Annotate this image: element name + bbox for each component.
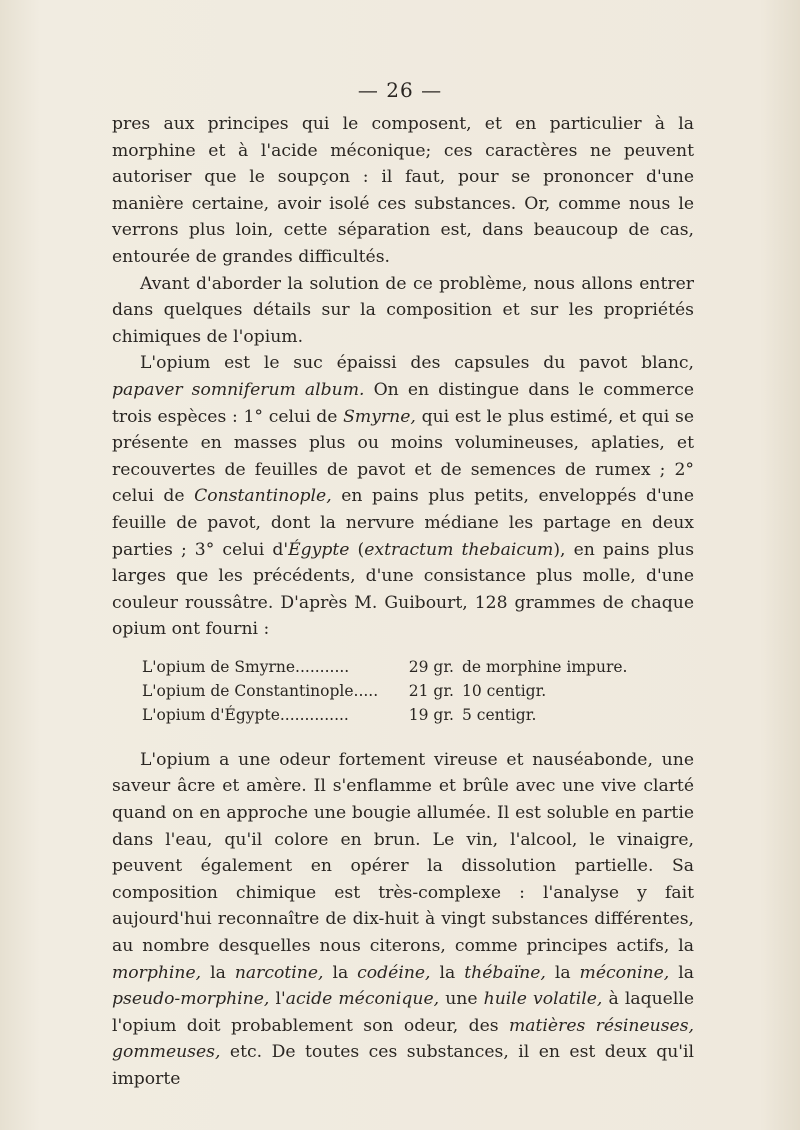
table-row <box>142 703 694 727</box>
italic-span: Constantinople, <box>194 486 332 507</box>
text-span: etc. De toutes ces substances, il en est deux qu'il importe <box>112 1042 694 1089</box>
italic-span: matières résineuses, gommeuses, <box>112 1015 694 1063</box>
table-label: L'opium de Constantinople..... <box>142 681 379 700</box>
text-span: qui est le plus estimé, et qui se présente en masses plus ou moins volumineuses, aplaties, et recouvertes de feuilles de pavot et de semences de rumex ; 2° celui de <box>112 406 694 507</box>
text-span: la <box>430 962 465 983</box>
italic-span: papaver somniferum album. <box>112 379 365 400</box>
table-label: L'opium d'Égypte.............. <box>142 705 349 724</box>
paragraph-4 <box>112 747 694 1093</box>
text-span: la <box>201 962 235 983</box>
italic-span: codéine, <box>357 962 431 983</box>
table-label: L'opium de Smyrne........... <box>142 657 350 676</box>
table-grams: 21 gr. <box>408 681 454 700</box>
text-span: la <box>323 962 358 983</box>
text-span: la <box>545 962 580 983</box>
text-span: ( <box>349 539 365 560</box>
yield-table <box>142 655 694 727</box>
paragraph-2: Avant d'aborder la solution de ce problème, nous allons entrer dans quelques détails sur la composition et sur les propriétés chimiques de l'opium. <box>112 273 694 347</box>
table-rest: 5 centigr. <box>462 705 537 724</box>
text-span: une <box>439 989 484 1010</box>
table-grams: 19 gr. <box>408 705 454 724</box>
italic-span: Égypte <box>288 539 350 560</box>
italic-span: morphine, <box>112 962 202 983</box>
italic-span: narcotine, <box>234 962 324 983</box>
paragraph-3 <box>112 350 694 643</box>
text-span: l' <box>269 989 286 1010</box>
italic-span: méconine, <box>579 962 670 983</box>
italic-span: pseudo-morphine, <box>112 989 270 1010</box>
text-span: L'opium a une odeur fortement vireuse et nauséabonde, une saveur âcre et amère. Il s'enflamme et brûle avec une vive clarté quand on en approche une bougie allumée. Il est soluble en partie dans l'eau, qu'il colore en brun. Le vin, l'alcool, le vinaigre, peuvent également en opérer la dissolution partielle. Sa composition chimique est très-complexe : l'analyse y fait aujourd'hui reconnaître de dix-huit à vingt substances différentes, au nombre desquelles nous citerons, comme principes actifs, la <box>112 749 694 957</box>
text-span: On en distingue dans le commerce trois espèces : 1° celui de <box>112 379 695 427</box>
italic-span: extractum thebaicum <box>364 539 554 560</box>
table-grams: 29 gr. <box>408 657 454 676</box>
italic-span: acide méconique, <box>285 989 440 1010</box>
text-span: L'opium est le suc épaissi des capsules du pavot blanc, <box>140 353 694 374</box>
body-text <box>112 111 694 1093</box>
italic-span: huile volatile, <box>483 989 603 1010</box>
table-row <box>142 679 694 703</box>
table-rest: 10 centigr. <box>462 681 547 700</box>
text-span: ), en pains plus larges que les précédents, d'une consistance plus molle, d'une couleur roussâtre. D'après M. Guibourt, 128 grammes de chaque opium ont fourni : <box>112 539 695 640</box>
table-rest: de morphine impure. <box>462 657 628 676</box>
text-span: à laquelle l'opium doit probablement son odeur, des <box>112 989 695 1036</box>
text-span: la <box>669 962 694 983</box>
italic-span: thébaïne, <box>464 962 546 983</box>
page-number: — 26 — <box>357 78 443 102</box>
table-row <box>142 655 694 679</box>
text-span: en pains plus petits, enveloppés d'une feuille de pavot, dont la nervure médiane les partage en deux parties ; 3° celui d' <box>112 486 694 560</box>
paragraph-1: pres aux principes qui le composent, et en particulier à la morphine et à l'acide méconique; ces caractères ne peuvent autoriser que le soupçon : il faut, pour se prononcer d'une manière certaine, avoir isolé ces substances. Or, comme nous le verrons plus loin, cette séparation est, dans beaucoup de cas, entourée de grandes difficultés. <box>112 114 694 267</box>
italic-span: Smyrne, <box>343 406 416 427</box>
